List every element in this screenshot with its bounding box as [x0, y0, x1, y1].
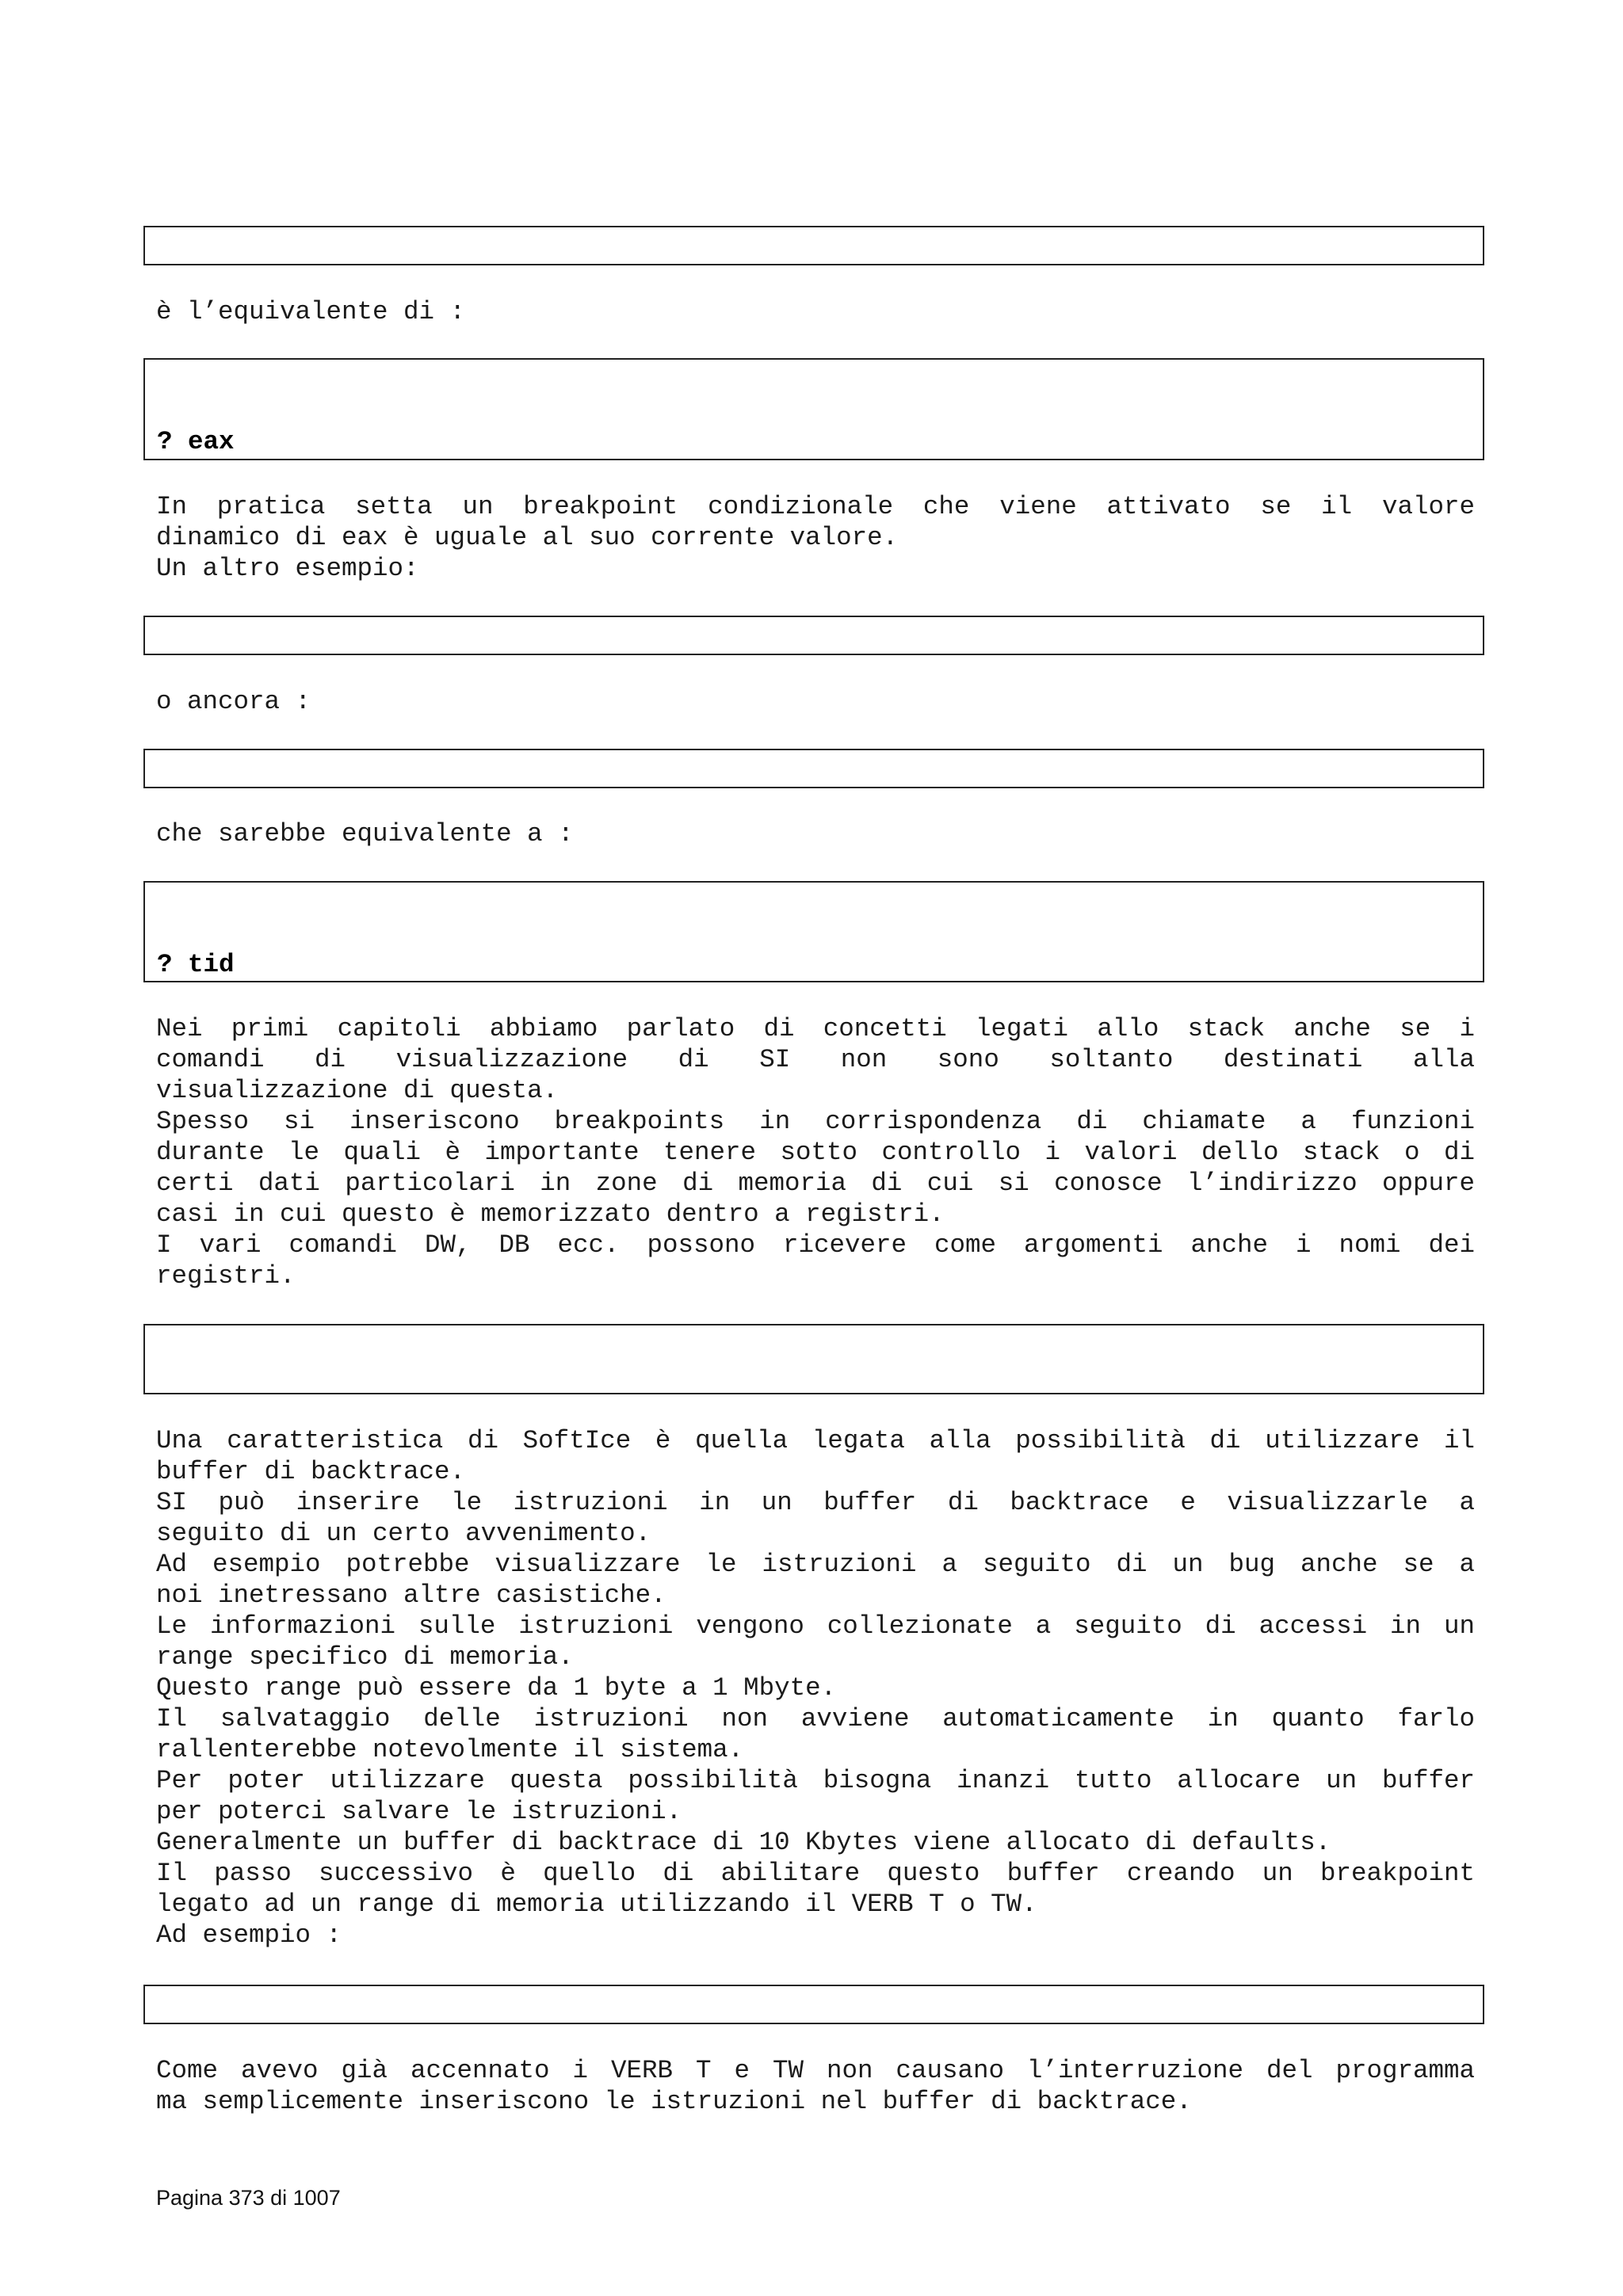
text-line: Questo range può essere da 1 byte a 1 Mbyte.: [156, 1673, 837, 1703]
code-line: ? tid: [157, 950, 235, 979]
text-line: Nei primi capitoli abbiamo parlato di concetti legati allo stack anche se i: [156, 1014, 1475, 1043]
code-block-5: [143, 881, 1484, 982]
text-line: o ancora :: [156, 687, 311, 716]
paragraph-7: [156, 2055, 1475, 2117]
text-line: legato ad un range di memoria utilizzando il VERB T o TW.: [156, 1890, 1037, 1919]
text-line: noi inetressano altre casistiche.: [156, 1581, 666, 1610]
text-line: ma semplicemente inseriscono le istruzioni nel buffer di backtrace.: [156, 2087, 1192, 2116]
paragraph-2: [156, 491, 1475, 584]
text-line: SI può inserire le istruzioni in un buffer di backtrace e visualizzarle a: [156, 1488, 1475, 1517]
paragraph-5: [156, 1013, 1475, 1291]
paragraph-3: [156, 686, 1475, 717]
code-line: [157, 1392, 1471, 1394]
text-line: Una caratteristica di SoftIce è quella legata alla possibilità di utilizzare il: [156, 1426, 1475, 1455]
text-line: buffer di backtrace.: [156, 1457, 466, 1486]
text-line: Come avevo già accennato i VERB T e TW non causano l’interruzione del programma: [156, 2056, 1475, 2085]
text-line: Il salvataggio delle istruzioni non avviene automaticamente in quanto farlo: [156, 1704, 1475, 1733]
text-line: range specifico di memoria.: [156, 1642, 574, 1672]
text-line: Generalmente un buffer di backtrace di 10 Kbytes viene allocato di defaults.: [156, 1828, 1331, 1857]
code-line: ? eax: [157, 427, 235, 456]
text-line: certi dati particolari in zone di memoria di cui si conosce l’indirizzo oppure: [156, 1169, 1475, 1198]
page-number-footer: Pagina 373 di 1007: [156, 2186, 341, 2210]
text-line: comandi di visualizzazione di SI non sono soltanto destinati alla: [156, 1045, 1475, 1074]
text-line: I vari comandi DW, DB ecc. possono ricevere come argomenti anche i nomi dei: [156, 1230, 1475, 1260]
text-line: Ad esempio potrebbe visualizzare le istruzioni a seguito di un bug anche se a: [156, 1550, 1475, 1579]
text-line: Il passo successivo è quello di abilitare questo buffer creando un breakpoint: [156, 1859, 1475, 1888]
text-line: Le informazioni sulle istruzioni vengono collezionate a seguito di accessi in un: [156, 1611, 1475, 1641]
text-line: registri.: [156, 1261, 296, 1291]
text-line: per poterci salvare le istruzioni.: [156, 1797, 682, 1826]
code-block-1: [143, 226, 1484, 265]
text-line: Per poter utilizzare questa possibilità bisogna inanzi tutto allocare un buffer: [156, 1766, 1475, 1795]
code-block-4: [143, 749, 1484, 788]
code-block-3: [143, 616, 1484, 655]
text-line: durante le quali è importante tenere sotto controllo i valori dello stack o di: [156, 1138, 1475, 1167]
code-block-2: [143, 358, 1484, 460]
text-line: In pratica setta un breakpoint condizionale che viene attivato se il valore: [156, 492, 1475, 521]
text-line: è l’equivalente di :: [156, 297, 466, 326]
text-line: Spesso si inseriscono breakpoints in corrispondenza di chiamate a funzioni: [156, 1107, 1475, 1136]
code-block-6: [143, 1324, 1484, 1394]
text-line: Un altro esempio:: [156, 554, 419, 583]
code-block-7: [143, 1985, 1484, 2024]
text-line: rallenterebbe notevolmente il sistema.: [156, 1735, 744, 1764]
text-line: dinamico di eax è uguale al suo corrente valore.: [156, 523, 899, 552]
text-line: che sarebbe equivalente a :: [156, 819, 574, 849]
paragraph-1: [156, 296, 1475, 327]
text-line: seguito di un certo avvenimento.: [156, 1519, 651, 1548]
text-line: Ad esempio :: [156, 1920, 342, 1950]
text-line: casi in cui questo è memorizzato dentro a registri.: [156, 1199, 945, 1229]
text-line: visualizzazione di questa.: [156, 1076, 559, 1105]
paragraph-4: [156, 818, 1475, 849]
paragraph-6: [156, 1425, 1475, 1951]
